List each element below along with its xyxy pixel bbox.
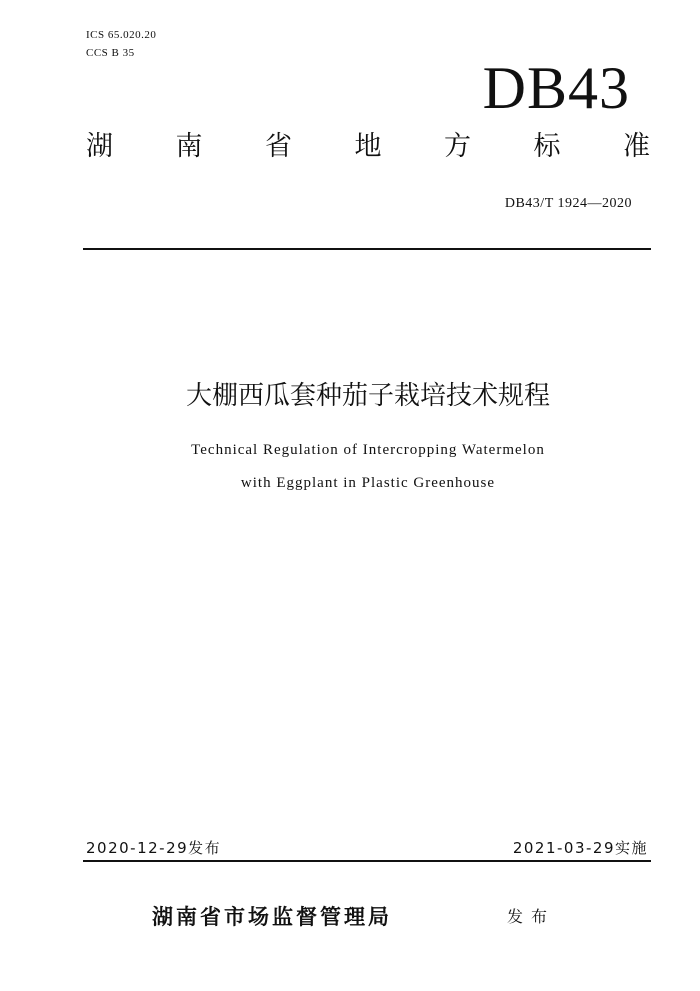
- standard-type-char: 地: [354, 131, 382, 162]
- document-title-chinese: 大棚西瓜套种茄子栽培技术规程: [185, 381, 550, 411]
- publish-label: 发布: [507, 907, 556, 926]
- bottom-divider: [83, 860, 651, 862]
- standard-type-char: 南: [175, 131, 203, 162]
- top-divider: [83, 248, 651, 250]
- standard-type: [86, 133, 650, 160]
- document-title-english-line1: Technical Regulation of Intercropping Watermelon: [191, 442, 545, 458]
- publisher-name: 湖南省市场监督管理局: [152, 905, 392, 929]
- ics-code: ICS 65.020.20: [86, 29, 157, 41]
- standard-number: DB43/T 1924—2020: [504, 196, 632, 211]
- standard-type-char: 省: [265, 131, 292, 162]
- standard-type-char: 方: [444, 131, 471, 162]
- ccs-code: CCS B 35: [86, 47, 135, 59]
- issue-date: 2020-12-29发布: [86, 839, 222, 857]
- standard-logo: DB43: [482, 55, 630, 121]
- standard-type-char: 准: [623, 131, 650, 162]
- document-title-english-line2: with Eggplant in Plastic Greenhouse: [240, 475, 496, 491]
- implementation-date: 2021-03-29实施: [512, 839, 648, 857]
- standard-type-char: 标: [533, 131, 561, 162]
- standard-type-char: 湖: [86, 131, 113, 162]
